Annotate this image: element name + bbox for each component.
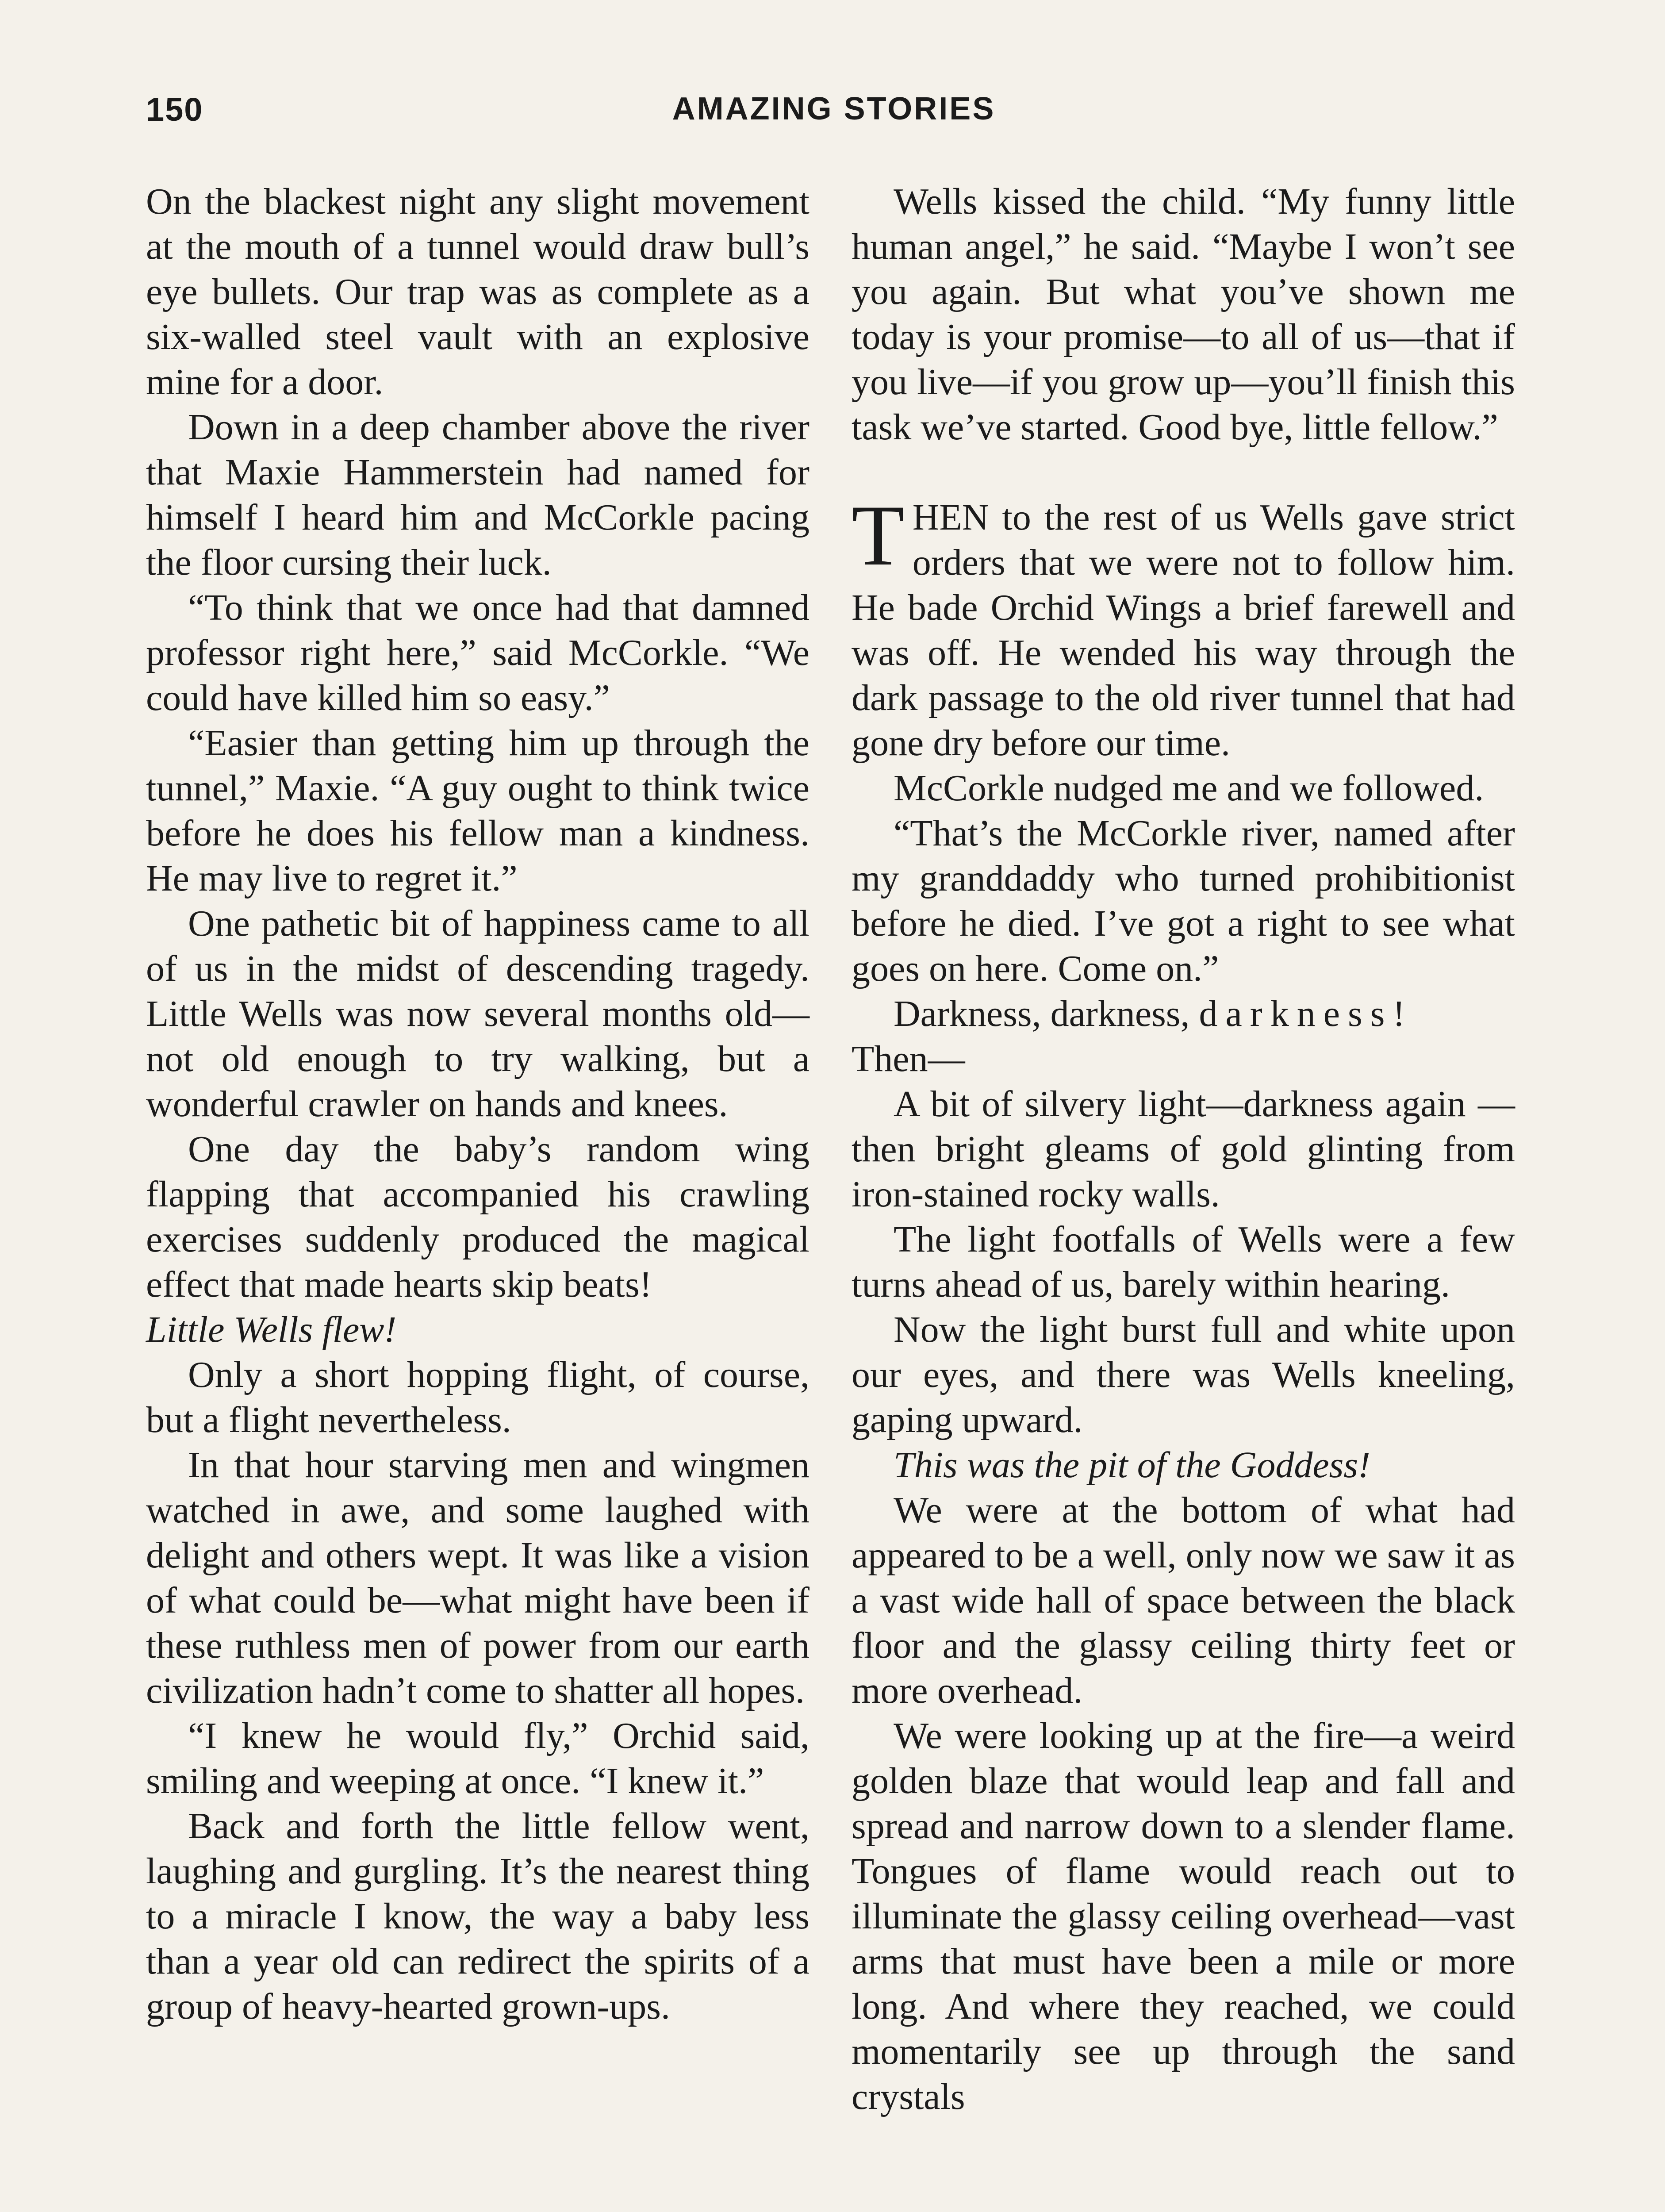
paragraph: A bit of silvery light—darkness again —then bright gleams of gold glinting from iron-stained rocky walls. [852,1083,1515,1215]
paragraph: One day the baby’s random wing flapping that accompanied his crawling exercises suddenly produced the magical effect that made hearts skip beats! [146,1129,809,1305]
paragraph-text: HEN to the rest of us Wells gave strict orders that we were not to follow him. He bade Orchid Wings a brief farewell and was off. He wended his way through the dark passage to the old river tunnel that had gone dry before our time. [852,497,1515,764]
italic-line: Little Wells flew! [146,1309,397,1350]
paragraph: Wells kissed the child. “My funny little human angel,” he said. “Maybe I won’t see you again. But what you’ve shown me today is your promise—to all of us—that if you live—if you grow up—you’ll finish this task we’ve started. Good bye, little fellow.” [852,181,1515,448]
paragraph [852,991,1515,1082]
page-number: 150 [146,91,203,128]
paragraph: We were looking up at the fire—a weird golden blaze that would leap and fall and spread and narrow down to a slender flame. Tongues of flame would reach out to illuminate the glassy ceiling overhead—vast arms that must have been a mile or more long. And where they reached, we could momentarily see up through the sand crystals [852,1715,1515,2117]
italic-line: This was the pit of the Goddess! [894,1444,1371,1486]
paragraph-text: Then— [852,1038,965,1079]
paragraph: “I knew he would fly,” Orchid said, smiling and weeping at once. “I knew it.” [146,1715,809,1801]
paragraph: Back and forth the little fellow went, laughing and gurgling. It’s the nearest thing to a miracle I know, the way a baby less than a year old can redirect the spirits of a group of heavy-hearted grown-ups. [146,1805,809,2027]
paragraph: The light footfalls of Wells were a few turns ahead of us, barely within hearing. [852,1219,1515,1305]
paragraph-text: Darkness, darkness, [894,993,1190,1034]
section-start-paragraph [852,488,1515,766]
page-header [146,91,1522,139]
paragraph: In that hour starving men and wingmen watched in awe, and some laughed with delight and others wept. It was like a vision of what could be—what might have been if these ruthless men of power from our earth civilization hadn’t come to shatter all hopes. [146,1444,809,1711]
paragraph: McCorkle nudged me and we followed. [894,768,1484,809]
drop-cap: T [852,488,905,584]
paragraph: “To think that we once had that damned professor right here,” said McCorkle. “We could have killed him so easy.” [146,587,809,718]
spaced-word: darkness! [1199,993,1413,1034]
paragraph: On the blackest night any slight movement at the mouth of a tunnel would draw bull’s eye bullets. Our trap was as complete as a six-walled steel vault with an explosive mine for a door. [146,181,809,403]
paragraph: “That’s the McCorkle river, named after my granddaddy who turned prohibitionist before he died. I’ve got a right to see what goes on here. Come on.” [852,813,1515,989]
magazine-title: AMAZING STORIES [672,91,996,127]
paragraph: “Easier than getting him up through the tunnel,” Maxie. “A guy ought to think twice before he does his fellow man a kindness. He may live to regret it.” [146,722,809,899]
paragraph: One pathetic bit of happiness came to all of us in the midst of descending tragedy. Little Wells was now several months old—not old enough to try walking, but a wonderful crawler on hands and knees. [146,903,809,1125]
paragraph: Now the light burst full and white upon our eyes, and there was Wells kneeling, gaping upward. [852,1309,1515,1440]
paragraph: Only a short hopping flight, of course, but a flight nevertheless. [146,1354,809,1440]
left-column [146,179,809,2029]
paragraph: We were at the bottom of what had appeared to be a well, only now we saw it as a vast wide hall of space between the black floor and the glassy ceiling thirty feet or more overhead. [852,1490,1515,1711]
right-column [852,179,1515,2120]
paragraph: Down in a deep chamber above the river that Maxie Hammerstein had named for himself I heard him and McCorkle pacing the floor cursing their luck. [146,407,809,583]
